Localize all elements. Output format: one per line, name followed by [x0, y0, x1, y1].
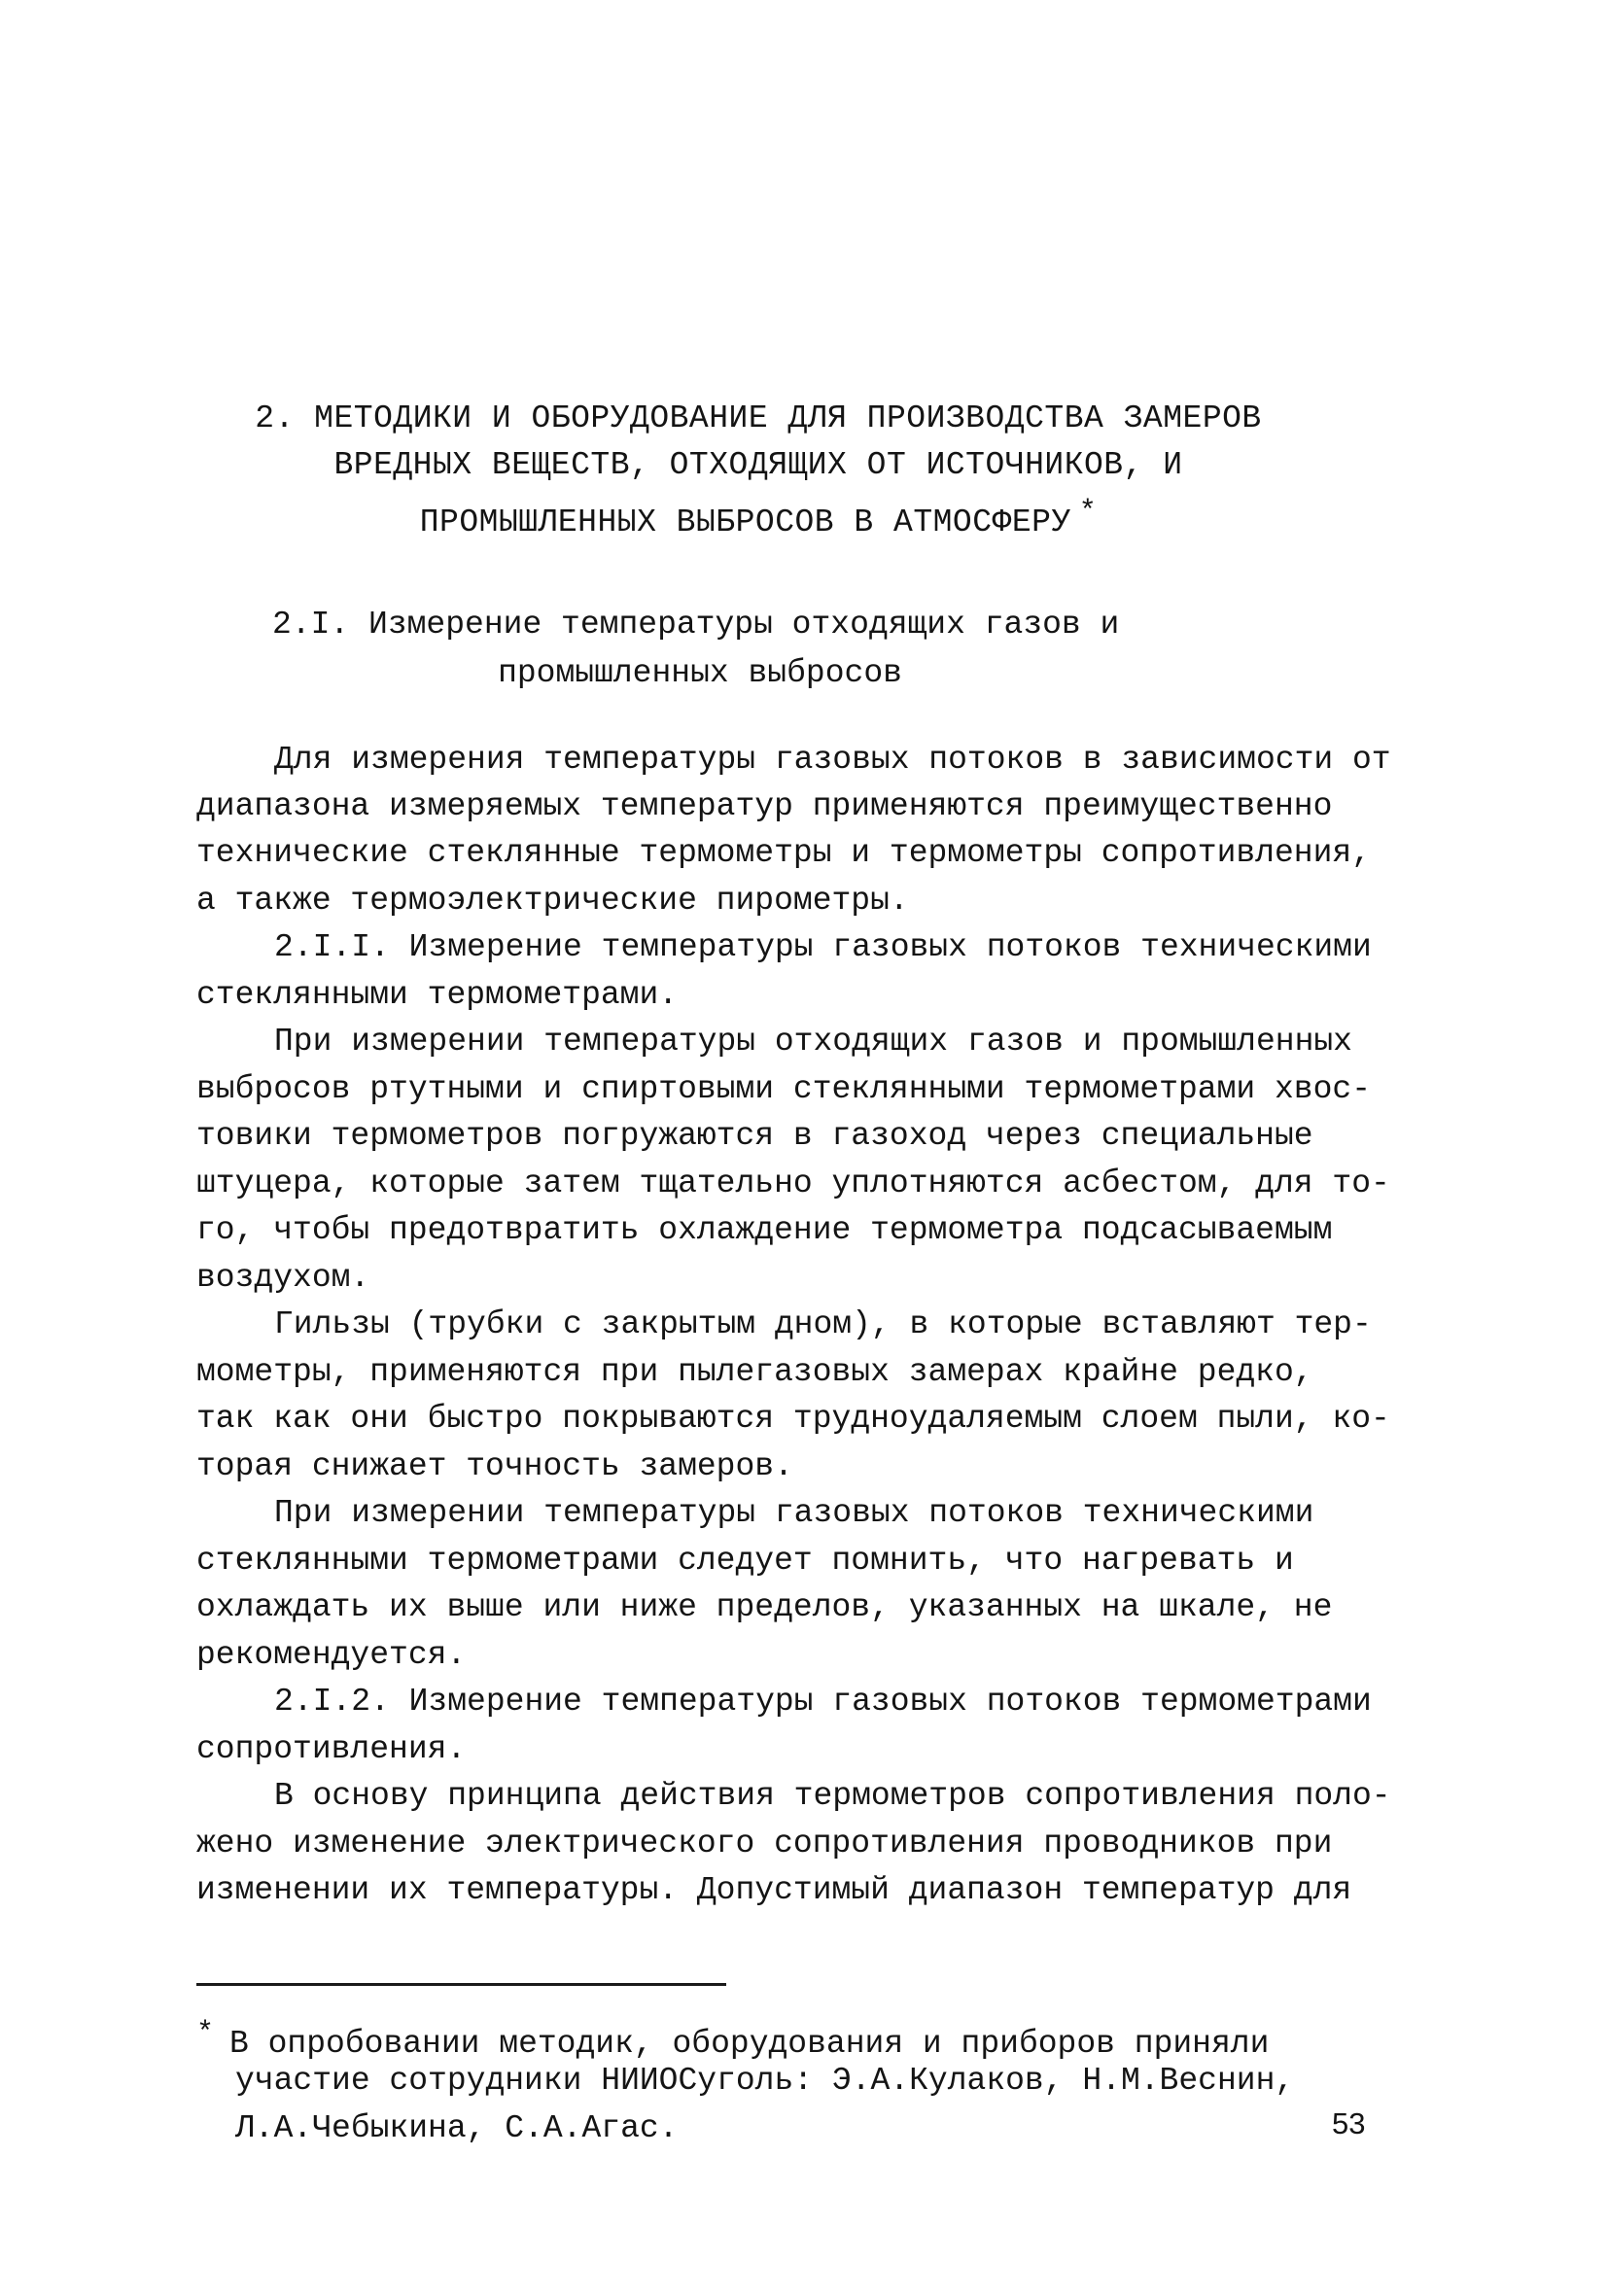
body-line: 2.I.2. Измерение температуры газовых потоков термометрами: [274, 1684, 1372, 1720]
body-line: стеклянными термометрами.: [196, 977, 679, 1013]
section-title-line-3: [194, 490, 1322, 545]
footnote-divider: [196, 1983, 726, 1986]
body-line: Для измерения температуры газовых потоков в зависимости от: [274, 742, 1391, 778]
subsection-title-line-1: 2.I. Измерение температуры отходящих газов и: [272, 607, 1120, 643]
body-line: В основу принципа действия термометров сопротивления поло-: [274, 1778, 1391, 1814]
body-line: Гильзы (трубки с закрытым дном), в которые вставляют тер-: [274, 1306, 1372, 1342]
body-line: товики термометров погружаются в газоход через специальные: [196, 1118, 1313, 1154]
body-line: воздухом.: [196, 1260, 370, 1296]
body-line: торая снижает точность замеров.: [196, 1448, 793, 1484]
body-line: диапазона измеряемых температур применяются преимущественно: [196, 788, 1333, 824]
body-line: рекомендуется.: [196, 1637, 467, 1673]
footnote-text: В опробовании методик, оборудования и приборов приняли: [229, 2026, 1270, 2062]
body-line: При измерении температуры отходящих газов и промышленных: [274, 1024, 1352, 1060]
body-line: жено изменение электрического сопротивления проводников при: [196, 1826, 1333, 1861]
body-line: го, чтобы предотвратить охлаждение термометра подсасываемым: [196, 1212, 1333, 1248]
body-line: штуцера, которые затем тщательно уплотняются асбестом, для то-: [196, 1165, 1390, 1201]
footnote-marker: *: [196, 2017, 215, 2050]
section-title-line-1: 2. МЕТОДИКИ И ОБОРУДОВАНИЕ ДЛЯ ПРОИЗВОДСТВА ЗАМЕРОВ: [255, 400, 1262, 436]
body-line: так как они быстро покрываются трудноудаляемым слоем пыли, ко-: [196, 1401, 1390, 1437]
section-title-line-3-text: ПРОМЫШЛЕННЫХ ВЫБРОСОВ В АТМОСФЕРУ: [419, 504, 1071, 540]
footnote-marker: *: [1078, 496, 1098, 529]
page-number: 53: [1332, 2106, 1366, 2140]
footnote-line-3: Л.А.Чебыкина, С.А.Агас.: [235, 2110, 679, 2146]
body-line: технические стеклянные термометры и термометры сопротивления,: [196, 835, 1371, 871]
subsection-title-line-2: промышленных выбросов: [498, 655, 902, 691]
section-title-line-2: ВРЕДНЫХ ВЕЩЕСТВ, ОТХОДЯЩИХ ОТ ИСТОЧНИКОВ, И: [333, 447, 1183, 483]
body-line: охлаждать их выше или ниже пределов, указанных на шкале, не: [196, 1589, 1333, 1625]
body-line: сопротивления.: [196, 1731, 467, 1767]
footnote-line-2: участие сотрудники НИИОСуголь: Э.А.Кулаков, Н.М.Веснин,: [235, 2063, 1295, 2099]
body-line: изменении их температуры. Допустимый диапазон температур для: [196, 1872, 1352, 1908]
body-line: выбросов ртутными и спиртовыми стеклянными термометрами хвос-: [196, 1071, 1371, 1107]
body-line: При измерении температуры газовых потоков техническими: [274, 1495, 1314, 1531]
body-line: стеклянными термометрами следует помнить, что нагревать и: [196, 1543, 1294, 1579]
body-line: мометры, применяются при пылегазовых замерах крайне редко,: [196, 1354, 1313, 1390]
body-line: 2.I.I. Измерение температуры газовых потоков техническими: [274, 929, 1372, 965]
body-line: а также термоэлектрические пирометры.: [196, 883, 909, 919]
